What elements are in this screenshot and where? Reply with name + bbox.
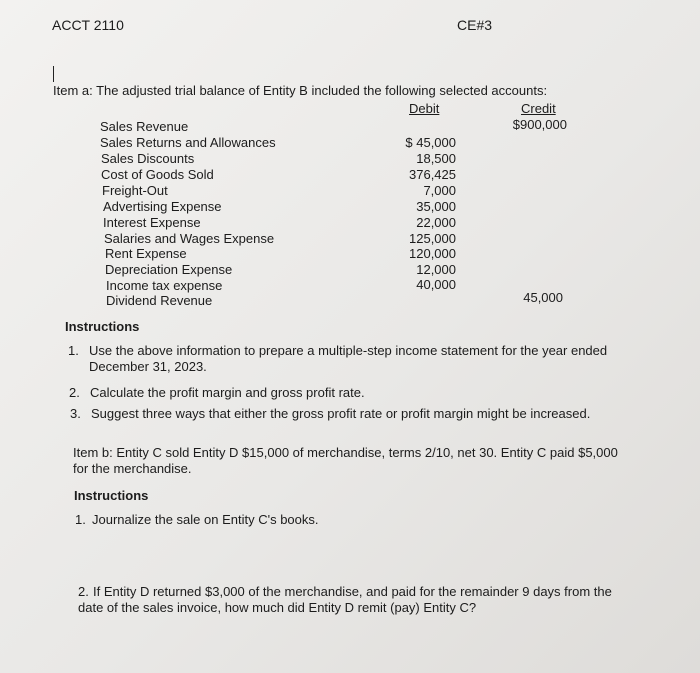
account-name: Interest Expense <box>103 215 201 230</box>
account-name: Depreciation Expense <box>105 262 233 277</box>
account-name: Dividend Revenue <box>106 293 213 308</box>
account-name: Cost of Goods Sold <box>101 167 214 182</box>
instruction-number: 2. <box>78 584 89 599</box>
debit-amount: 18,500 <box>416 151 456 166</box>
instruction-number: 2. <box>69 385 80 400</box>
instructions-heading: Instructions <box>65 319 140 334</box>
account-name: Sales Discounts <box>101 151 195 166</box>
account-name: Sales Returns and Allowances <box>100 135 276 150</box>
instruction-text: If Entity D returned $3,000 of the merchandise, and paid for the remainder 9 days from the date of the sales invoice, how much did Entity D remit (pay) Entity C? <box>78 584 612 615</box>
account-name: Salaries and Wages Expense <box>104 231 275 246</box>
account-name: Freight-Out <box>102 183 168 198</box>
credit-column-header: Credit <box>521 101 556 116</box>
exercise-number: CE#3 <box>457 17 493 33</box>
text-cursor <box>53 66 54 82</box>
item-a-intro: Item a: The adjusted trial balance of Entity B included the following selected accounts: <box>53 83 548 98</box>
credit-amount: 45,000 <box>523 290 563 305</box>
instruction-number: 1. <box>68 343 79 358</box>
credit-amount: $900,000 <box>512 117 567 132</box>
instruction-text: Calculate the profit margin and gross profit rate. <box>90 385 365 400</box>
instruction-number: 1. <box>75 512 86 527</box>
account-name: Sales Revenue <box>100 119 189 134</box>
instruction-text: Journalize the sale on Entity C's books. <box>92 512 319 527</box>
debit-amount: 35,000 <box>416 199 456 214</box>
debit-amount: 12,000 <box>416 262 456 277</box>
account-name: Advertising Expense <box>103 199 222 214</box>
debit-amount: 40,000 <box>416 277 456 292</box>
account-name: Income tax expense <box>106 278 223 293</box>
instruction-text: Use the above information to prepare a multiple-step income statement for the year ended December 31, 2023. <box>89 343 608 374</box>
debit-amount: 120,000 <box>409 246 456 261</box>
debit-amount: 22,000 <box>416 215 456 230</box>
debit-amount: 125,000 <box>409 231 456 246</box>
debit-amount: 376,425 <box>409 167 456 182</box>
item-b-intro: Item b: Entity C sold Entity D $15,000 of merchandise, terms 2/10, net 30. Entity C paid $5,000 for the merchandise. <box>73 445 618 476</box>
debit-amount: 7,000 <box>423 183 456 198</box>
instruction-number: 3. <box>70 406 81 421</box>
course-code: ACCT 2110 <box>52 17 124 33</box>
debit-column-header: Debit <box>409 101 440 116</box>
instruction-text: Suggest three ways that either the gross profit rate or profit margin might be increased. <box>91 406 591 421</box>
debit-amount: $ 45,000 <box>405 135 456 150</box>
instructions-heading: Instructions <box>74 488 149 503</box>
account-name: Rent Expense <box>105 246 187 261</box>
